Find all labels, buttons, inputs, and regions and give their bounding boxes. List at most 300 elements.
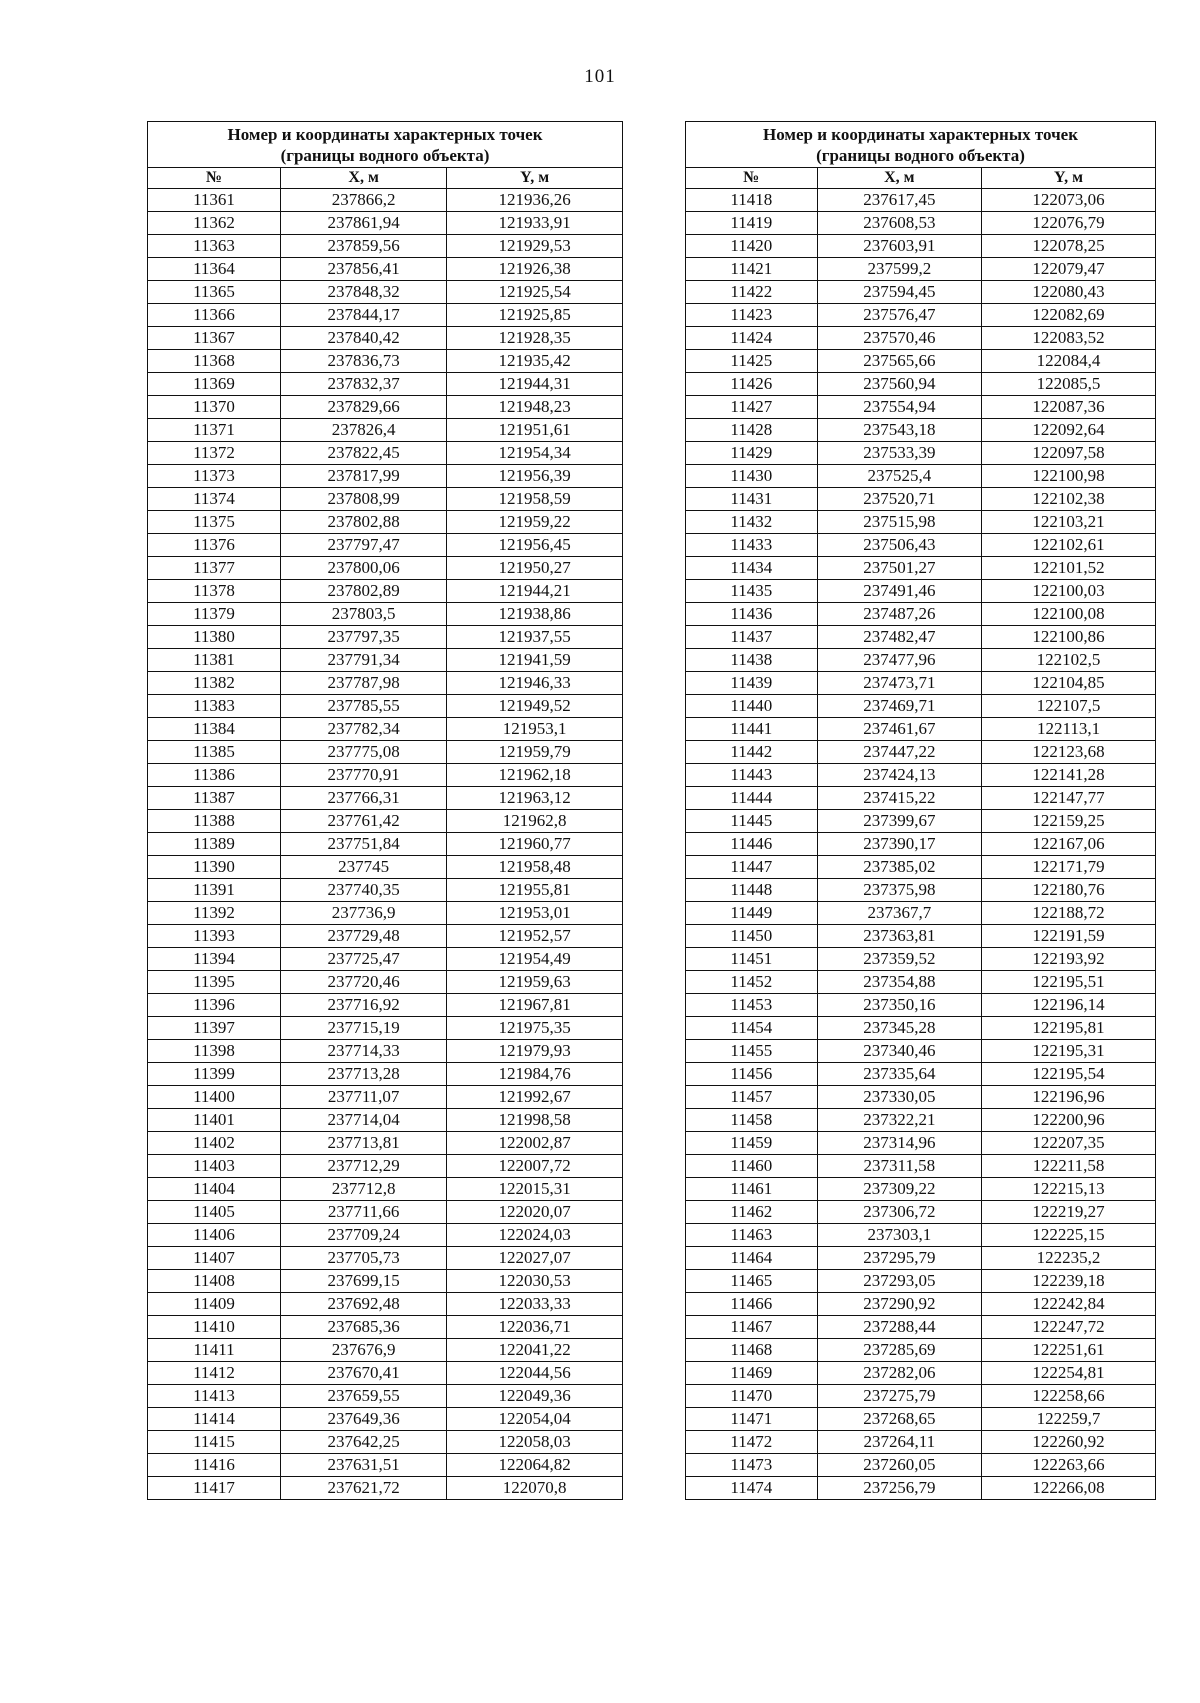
table-row bbox=[148, 1040, 623, 1063]
y-coordinate-cell: 121958,59 bbox=[447, 488, 623, 511]
point-number-cell: 11447 bbox=[686, 856, 818, 879]
table-row bbox=[148, 281, 623, 304]
table-row bbox=[148, 442, 623, 465]
x-coordinate-cell: 237740,35 bbox=[281, 879, 447, 902]
point-number-cell: 11375 bbox=[148, 511, 281, 534]
coordinates-table-right bbox=[685, 121, 1156, 1500]
y-coordinate-cell: 121953,1 bbox=[447, 718, 623, 741]
point-number-cell: 11450 bbox=[686, 925, 818, 948]
x-coordinate-cell: 237832,37 bbox=[281, 373, 447, 396]
y-coordinate-cell: 122101,52 bbox=[982, 557, 1156, 580]
point-number-cell: 11424 bbox=[686, 327, 818, 350]
table-row bbox=[686, 810, 1156, 833]
y-coordinate-cell: 121992,67 bbox=[447, 1086, 623, 1109]
table-row bbox=[686, 1477, 1156, 1500]
table-row bbox=[148, 396, 623, 419]
point-number-cell: 11446 bbox=[686, 833, 818, 856]
table-row bbox=[686, 1339, 1156, 1362]
table-row bbox=[148, 189, 623, 212]
point-number-cell: 11458 bbox=[686, 1109, 818, 1132]
point-number-cell: 11444 bbox=[686, 787, 818, 810]
point-number-cell: 11461 bbox=[686, 1178, 818, 1201]
table-row bbox=[148, 1270, 623, 1293]
y-coordinate-cell: 122196,14 bbox=[982, 994, 1156, 1017]
table-title-line2: (границы водного объекта) bbox=[816, 146, 1025, 165]
y-coordinate-cell: 122087,36 bbox=[982, 396, 1156, 419]
point-number-cell: 11406 bbox=[148, 1224, 281, 1247]
point-number-cell: 11410 bbox=[148, 1316, 281, 1339]
y-coordinate-cell: 121975,35 bbox=[447, 1017, 623, 1040]
table-row bbox=[148, 695, 623, 718]
table-row bbox=[148, 718, 623, 741]
y-coordinate-cell: 121935,42 bbox=[447, 350, 623, 373]
table-row bbox=[686, 350, 1156, 373]
y-coordinate-cell: 122058,03 bbox=[447, 1431, 623, 1454]
y-coordinate-cell: 121962,18 bbox=[447, 764, 623, 787]
y-coordinate-cell: 122242,84 bbox=[982, 1293, 1156, 1316]
table-row bbox=[148, 1063, 623, 1086]
column-header-x: X, м bbox=[817, 168, 982, 189]
y-coordinate-cell: 121952,57 bbox=[447, 925, 623, 948]
x-coordinate-cell: 237856,41 bbox=[281, 258, 447, 281]
x-coordinate-cell: 237705,73 bbox=[281, 1247, 447, 1270]
point-number-cell: 11472 bbox=[686, 1431, 818, 1454]
point-number-cell: 11366 bbox=[148, 304, 281, 327]
point-number-cell: 11398 bbox=[148, 1040, 281, 1063]
point-number-cell: 11362 bbox=[148, 212, 281, 235]
table-row bbox=[686, 396, 1156, 419]
x-coordinate-cell: 237848,32 bbox=[281, 281, 447, 304]
point-number-cell: 11457 bbox=[686, 1086, 818, 1109]
point-number-cell: 11468 bbox=[686, 1339, 818, 1362]
point-number-cell: 11423 bbox=[686, 304, 818, 327]
y-coordinate-cell: 121959,22 bbox=[447, 511, 623, 534]
table-row bbox=[686, 1063, 1156, 1086]
point-number-cell: 11381 bbox=[148, 649, 281, 672]
table-row bbox=[686, 971, 1156, 994]
y-coordinate-cell: 122073,06 bbox=[982, 189, 1156, 212]
column-header-y: Y, м bbox=[982, 168, 1156, 189]
y-coordinate-cell: 122100,98 bbox=[982, 465, 1156, 488]
y-coordinate-cell: 121958,48 bbox=[447, 856, 623, 879]
table-row bbox=[148, 1247, 623, 1270]
table-row bbox=[148, 741, 623, 764]
y-coordinate-cell: 121956,45 bbox=[447, 534, 623, 557]
point-number-cell: 11386 bbox=[148, 764, 281, 787]
y-coordinate-cell: 122147,77 bbox=[982, 787, 1156, 810]
table-row bbox=[686, 879, 1156, 902]
x-coordinate-cell: 237649,36 bbox=[281, 1408, 447, 1431]
table-row bbox=[686, 764, 1156, 787]
x-coordinate-cell: 237576,47 bbox=[817, 304, 982, 327]
y-coordinate-cell: 122102,5 bbox=[982, 649, 1156, 672]
x-coordinate-cell: 237375,98 bbox=[817, 879, 982, 902]
table-row bbox=[148, 1316, 623, 1339]
x-coordinate-cell: 237817,99 bbox=[281, 465, 447, 488]
point-number-cell: 11438 bbox=[686, 649, 818, 672]
point-number-cell: 11367 bbox=[148, 327, 281, 350]
y-coordinate-cell: 121998,58 bbox=[447, 1109, 623, 1132]
table-row bbox=[148, 419, 623, 442]
x-coordinate-cell: 237711,07 bbox=[281, 1086, 447, 1109]
x-coordinate-cell: 237268,65 bbox=[817, 1408, 982, 1431]
table-row bbox=[686, 511, 1156, 534]
point-number-cell: 11371 bbox=[148, 419, 281, 442]
table-row bbox=[686, 1040, 1156, 1063]
point-number-cell: 11456 bbox=[686, 1063, 818, 1086]
y-coordinate-cell: 122078,25 bbox=[982, 235, 1156, 258]
point-number-cell: 11392 bbox=[148, 902, 281, 925]
point-number-cell: 11453 bbox=[686, 994, 818, 1017]
x-coordinate-cell: 237714,04 bbox=[281, 1109, 447, 1132]
y-coordinate-cell: 122247,72 bbox=[982, 1316, 1156, 1339]
point-number-cell: 11471 bbox=[686, 1408, 818, 1431]
table-row bbox=[686, 787, 1156, 810]
x-coordinate-cell: 237791,34 bbox=[281, 649, 447, 672]
x-coordinate-cell: 237751,84 bbox=[281, 833, 447, 856]
y-coordinate-cell: 122030,53 bbox=[447, 1270, 623, 1293]
table-row bbox=[148, 1132, 623, 1155]
point-number-cell: 11418 bbox=[686, 189, 818, 212]
y-coordinate-cell: 121955,81 bbox=[447, 879, 623, 902]
point-number-cell: 11413 bbox=[148, 1385, 281, 1408]
point-number-cell: 11465 bbox=[686, 1270, 818, 1293]
table-row bbox=[686, 419, 1156, 442]
y-coordinate-cell: 122263,66 bbox=[982, 1454, 1156, 1477]
x-coordinate-cell: 237631,51 bbox=[281, 1454, 447, 1477]
x-coordinate-cell: 237285,69 bbox=[817, 1339, 982, 1362]
y-coordinate-cell: 122007,72 bbox=[447, 1155, 623, 1178]
column-header-number: № bbox=[686, 168, 818, 189]
y-coordinate-cell: 122258,66 bbox=[982, 1385, 1156, 1408]
x-coordinate-cell: 237603,91 bbox=[817, 235, 982, 258]
table-row bbox=[148, 603, 623, 626]
x-coordinate-cell: 237560,94 bbox=[817, 373, 982, 396]
point-number-cell: 11435 bbox=[686, 580, 818, 603]
y-coordinate-cell: 122259,7 bbox=[982, 1408, 1156, 1431]
x-coordinate-cell: 237260,05 bbox=[817, 1454, 982, 1477]
x-coordinate-cell: 237363,81 bbox=[817, 925, 982, 948]
point-number-cell: 11370 bbox=[148, 396, 281, 419]
point-number-cell: 11432 bbox=[686, 511, 818, 534]
y-coordinate-cell: 122027,07 bbox=[447, 1247, 623, 1270]
y-coordinate-cell: 122215,13 bbox=[982, 1178, 1156, 1201]
y-coordinate-cell: 122239,18 bbox=[982, 1270, 1156, 1293]
table-row bbox=[148, 511, 623, 534]
point-number-cell: 11417 bbox=[148, 1477, 281, 1500]
x-coordinate-cell: 237829,66 bbox=[281, 396, 447, 419]
y-coordinate-cell: 122100,03 bbox=[982, 580, 1156, 603]
table-row bbox=[686, 1155, 1156, 1178]
point-number-cell: 11405 bbox=[148, 1201, 281, 1224]
table-row bbox=[686, 741, 1156, 764]
x-coordinate-cell: 237309,22 bbox=[817, 1178, 982, 1201]
table-row bbox=[686, 304, 1156, 327]
x-coordinate-cell: 237367,7 bbox=[817, 902, 982, 925]
x-coordinate-cell: 237685,36 bbox=[281, 1316, 447, 1339]
x-coordinate-cell: 237520,71 bbox=[817, 488, 982, 511]
table-row bbox=[148, 649, 623, 672]
y-coordinate-cell: 122064,82 bbox=[447, 1454, 623, 1477]
table-row bbox=[686, 1017, 1156, 1040]
table-row bbox=[686, 1293, 1156, 1316]
table-row bbox=[686, 1086, 1156, 1109]
table-row bbox=[148, 856, 623, 879]
x-coordinate-cell: 237390,17 bbox=[817, 833, 982, 856]
x-coordinate-cell: 237570,46 bbox=[817, 327, 982, 350]
y-coordinate-cell: 121925,54 bbox=[447, 281, 623, 304]
x-coordinate-cell: 237785,55 bbox=[281, 695, 447, 718]
point-number-cell: 11443 bbox=[686, 764, 818, 787]
y-coordinate-cell: 121953,01 bbox=[447, 902, 623, 925]
point-number-cell: 11385 bbox=[148, 741, 281, 764]
x-coordinate-cell: 237720,46 bbox=[281, 971, 447, 994]
x-coordinate-cell: 237543,18 bbox=[817, 419, 982, 442]
point-number-cell: 11380 bbox=[148, 626, 281, 649]
point-number-cell: 11382 bbox=[148, 672, 281, 695]
x-coordinate-cell: 237692,48 bbox=[281, 1293, 447, 1316]
table-row bbox=[686, 580, 1156, 603]
point-number-cell: 11433 bbox=[686, 534, 818, 557]
y-coordinate-cell: 122113,1 bbox=[982, 718, 1156, 741]
point-number-cell: 11420 bbox=[686, 235, 818, 258]
y-coordinate-cell: 122076,79 bbox=[982, 212, 1156, 235]
y-coordinate-cell: 121954,34 bbox=[447, 442, 623, 465]
point-number-cell: 11396 bbox=[148, 994, 281, 1017]
table-row bbox=[148, 1178, 623, 1201]
x-coordinate-cell: 237745 bbox=[281, 856, 447, 879]
x-coordinate-cell: 237676,9 bbox=[281, 1339, 447, 1362]
y-coordinate-cell: 122080,43 bbox=[982, 281, 1156, 304]
table-row bbox=[148, 350, 623, 373]
table-row bbox=[686, 994, 1156, 1017]
point-number-cell: 11451 bbox=[686, 948, 818, 971]
y-coordinate-cell: 122049,36 bbox=[447, 1385, 623, 1408]
table-row bbox=[686, 488, 1156, 511]
table-row bbox=[686, 281, 1156, 304]
point-number-cell: 11428 bbox=[686, 419, 818, 442]
point-number-cell: 11395 bbox=[148, 971, 281, 994]
point-number-cell: 11422 bbox=[686, 281, 818, 304]
point-number-cell: 11421 bbox=[686, 258, 818, 281]
point-number-cell: 11473 bbox=[686, 1454, 818, 1477]
point-number-cell: 11389 bbox=[148, 833, 281, 856]
table-row bbox=[148, 465, 623, 488]
point-number-cell: 11466 bbox=[686, 1293, 818, 1316]
y-coordinate-cell: 122100,08 bbox=[982, 603, 1156, 626]
y-coordinate-cell: 122195,81 bbox=[982, 1017, 1156, 1040]
point-number-cell: 11391 bbox=[148, 879, 281, 902]
x-coordinate-cell: 237770,91 bbox=[281, 764, 447, 787]
y-coordinate-cell: 121984,76 bbox=[447, 1063, 623, 1086]
y-coordinate-cell: 121936,26 bbox=[447, 189, 623, 212]
x-coordinate-cell: 237713,81 bbox=[281, 1132, 447, 1155]
point-number-cell: 11388 bbox=[148, 810, 281, 833]
point-number-cell: 11459 bbox=[686, 1132, 818, 1155]
table-row bbox=[686, 465, 1156, 488]
y-coordinate-cell: 122036,71 bbox=[447, 1316, 623, 1339]
y-coordinate-cell: 122083,52 bbox=[982, 327, 1156, 350]
table-row bbox=[148, 1293, 623, 1316]
point-number-cell: 11414 bbox=[148, 1408, 281, 1431]
y-coordinate-cell: 121928,35 bbox=[447, 327, 623, 350]
x-coordinate-cell: 237599,2 bbox=[817, 258, 982, 281]
table-row bbox=[686, 1247, 1156, 1270]
y-coordinate-cell: 122103,21 bbox=[982, 511, 1156, 534]
y-coordinate-cell: 121944,21 bbox=[447, 580, 623, 603]
point-number-cell: 11403 bbox=[148, 1155, 281, 1178]
x-coordinate-cell: 237729,48 bbox=[281, 925, 447, 948]
x-coordinate-cell: 237340,46 bbox=[817, 1040, 982, 1063]
x-coordinate-cell: 237322,21 bbox=[817, 1109, 982, 1132]
point-number-cell: 11384 bbox=[148, 718, 281, 741]
coordinates-table-left bbox=[147, 121, 623, 1500]
x-coordinate-cell: 237482,47 bbox=[817, 626, 982, 649]
x-coordinate-cell: 237594,45 bbox=[817, 281, 982, 304]
table-row bbox=[148, 1408, 623, 1431]
point-number-cell: 11445 bbox=[686, 810, 818, 833]
table-row bbox=[148, 1017, 623, 1040]
point-number-cell: 11439 bbox=[686, 672, 818, 695]
y-coordinate-cell: 121962,8 bbox=[447, 810, 623, 833]
table-title bbox=[148, 122, 623, 168]
page-number: 101 bbox=[584, 66, 616, 87]
x-coordinate-cell: 237506,43 bbox=[817, 534, 982, 557]
table-title-line1: Номер и координаты характерных точек bbox=[762, 125, 1078, 144]
y-coordinate-cell: 122015,31 bbox=[447, 1178, 623, 1201]
x-coordinate-cell: 237621,72 bbox=[281, 1477, 447, 1500]
table-body bbox=[148, 189, 623, 1500]
point-number-cell: 11467 bbox=[686, 1316, 818, 1339]
point-number-cell: 11425 bbox=[686, 350, 818, 373]
y-coordinate-cell: 121960,77 bbox=[447, 833, 623, 856]
x-coordinate-cell: 237608,53 bbox=[817, 212, 982, 235]
x-coordinate-cell: 237359,52 bbox=[817, 948, 982, 971]
table-row bbox=[148, 672, 623, 695]
y-coordinate-cell: 122082,69 bbox=[982, 304, 1156, 327]
x-coordinate-cell: 237335,64 bbox=[817, 1063, 982, 1086]
point-number-cell: 11462 bbox=[686, 1201, 818, 1224]
table-row bbox=[686, 672, 1156, 695]
x-coordinate-cell: 237461,67 bbox=[817, 718, 982, 741]
table-row bbox=[148, 1477, 623, 1500]
x-coordinate-cell: 237797,35 bbox=[281, 626, 447, 649]
y-coordinate-cell: 121963,12 bbox=[447, 787, 623, 810]
y-coordinate-cell: 122020,07 bbox=[447, 1201, 623, 1224]
point-number-cell: 11387 bbox=[148, 787, 281, 810]
table-row bbox=[686, 1316, 1156, 1339]
x-coordinate-cell: 237844,17 bbox=[281, 304, 447, 327]
x-coordinate-cell: 237800,06 bbox=[281, 557, 447, 580]
x-coordinate-cell: 237330,05 bbox=[817, 1086, 982, 1109]
point-number-cell: 11427 bbox=[686, 396, 818, 419]
table-row bbox=[686, 1362, 1156, 1385]
table-row bbox=[686, 1385, 1156, 1408]
table-row bbox=[148, 626, 623, 649]
y-coordinate-cell: 122188,72 bbox=[982, 902, 1156, 925]
table-row bbox=[148, 925, 623, 948]
column-header-y: Y, м bbox=[447, 168, 623, 189]
x-coordinate-cell: 237533,39 bbox=[817, 442, 982, 465]
point-number-cell: 11408 bbox=[148, 1270, 281, 1293]
x-coordinate-cell: 237264,11 bbox=[817, 1431, 982, 1454]
point-number-cell: 11454 bbox=[686, 1017, 818, 1040]
table-row bbox=[148, 1454, 623, 1477]
table-title-line1: Номер и координаты характерных точек bbox=[227, 125, 543, 144]
x-coordinate-cell: 237303,1 bbox=[817, 1224, 982, 1247]
y-coordinate-cell: 121926,38 bbox=[447, 258, 623, 281]
y-coordinate-cell: 121979,93 bbox=[447, 1040, 623, 1063]
y-coordinate-cell: 122141,28 bbox=[982, 764, 1156, 787]
y-coordinate-cell: 121949,52 bbox=[447, 695, 623, 718]
x-coordinate-cell: 237288,44 bbox=[817, 1316, 982, 1339]
x-coordinate-cell: 237399,67 bbox=[817, 810, 982, 833]
point-number-cell: 11404 bbox=[148, 1178, 281, 1201]
table-row bbox=[686, 856, 1156, 879]
x-coordinate-cell: 237808,99 bbox=[281, 488, 447, 511]
x-coordinate-cell: 237659,55 bbox=[281, 1385, 447, 1408]
y-coordinate-cell: 122191,59 bbox=[982, 925, 1156, 948]
point-number-cell: 11409 bbox=[148, 1293, 281, 1316]
x-coordinate-cell: 237766,31 bbox=[281, 787, 447, 810]
table-row bbox=[148, 902, 623, 925]
point-number-cell: 11397 bbox=[148, 1017, 281, 1040]
x-coordinate-cell: 237699,15 bbox=[281, 1270, 447, 1293]
x-coordinate-cell: 237314,96 bbox=[817, 1132, 982, 1155]
x-coordinate-cell: 237715,19 bbox=[281, 1017, 447, 1040]
table-row bbox=[148, 810, 623, 833]
point-number-cell: 11440 bbox=[686, 695, 818, 718]
table-row bbox=[686, 833, 1156, 856]
x-coordinate-cell: 237859,56 bbox=[281, 235, 447, 258]
table-row bbox=[686, 902, 1156, 925]
table-row bbox=[686, 925, 1156, 948]
x-coordinate-cell: 237836,73 bbox=[281, 350, 447, 373]
x-coordinate-cell: 237617,45 bbox=[817, 189, 982, 212]
point-number-cell: 11390 bbox=[148, 856, 281, 879]
x-coordinate-cell: 237787,98 bbox=[281, 672, 447, 695]
y-coordinate-cell: 121959,79 bbox=[447, 741, 623, 764]
column-header-x: X, м bbox=[281, 168, 447, 189]
point-number-cell: 11383 bbox=[148, 695, 281, 718]
point-number-cell: 11412 bbox=[148, 1362, 281, 1385]
table-title-line2: (границы водного объекта) bbox=[280, 146, 490, 165]
x-coordinate-cell: 237802,88 bbox=[281, 511, 447, 534]
y-coordinate-cell: 122195,51 bbox=[982, 971, 1156, 994]
y-coordinate-cell: 121948,23 bbox=[447, 396, 623, 419]
y-coordinate-cell: 121956,39 bbox=[447, 465, 623, 488]
y-coordinate-cell: 122084,4 bbox=[982, 350, 1156, 373]
table-row bbox=[686, 534, 1156, 557]
point-number-cell: 11401 bbox=[148, 1109, 281, 1132]
table-row bbox=[686, 649, 1156, 672]
table-row bbox=[148, 1339, 623, 1362]
point-number-cell: 11442 bbox=[686, 741, 818, 764]
y-coordinate-cell: 122196,96 bbox=[982, 1086, 1156, 1109]
point-number-cell: 11393 bbox=[148, 925, 281, 948]
y-coordinate-cell: 122180,76 bbox=[982, 879, 1156, 902]
y-coordinate-cell: 122254,81 bbox=[982, 1362, 1156, 1385]
x-coordinate-cell: 237826,4 bbox=[281, 419, 447, 442]
x-coordinate-cell: 237736,9 bbox=[281, 902, 447, 925]
table-row bbox=[686, 1408, 1156, 1431]
table-row bbox=[148, 764, 623, 787]
point-number-cell: 11379 bbox=[148, 603, 281, 626]
x-coordinate-cell: 237709,24 bbox=[281, 1224, 447, 1247]
x-coordinate-cell: 237822,45 bbox=[281, 442, 447, 465]
x-coordinate-cell: 237840,42 bbox=[281, 327, 447, 350]
point-number-cell: 11464 bbox=[686, 1247, 818, 1270]
